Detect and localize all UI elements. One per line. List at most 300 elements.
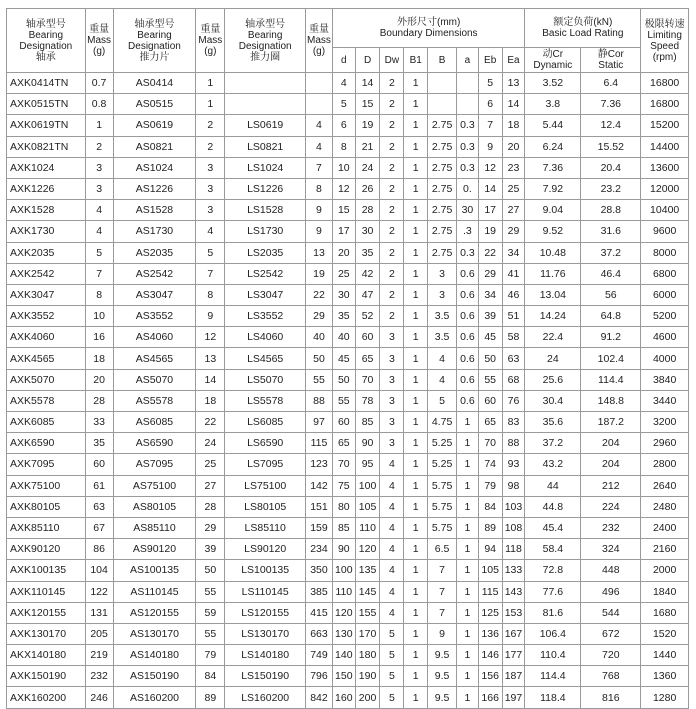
table-row: [7, 242, 689, 263]
cell-washer-designation: AS2035: [113, 242, 196, 263]
cell-D: 78: [355, 390, 380, 411]
cell-Eb: 105: [478, 560, 502, 581]
cell-bearing-mass: 131: [85, 602, 113, 623]
cell-B: 9.5: [428, 645, 457, 666]
cell-washer-designation: AS1226: [113, 178, 196, 199]
cell-ring-mass: 50: [306, 348, 333, 369]
cell-washer-designation: AS3047: [113, 284, 196, 305]
cell-dynamic-load: 7.92: [525, 178, 581, 199]
cell-a: 0.3: [457, 157, 479, 178]
cell-Eb: 74: [478, 454, 502, 475]
cell-static-load: 64.8: [581, 306, 641, 327]
cell-bearing-designation: AXK110145: [7, 581, 86, 602]
col-header-a: a: [457, 48, 479, 73]
cell-Eb: 156: [478, 666, 502, 687]
cell-dynamic-load: 3.8: [525, 94, 581, 115]
cell-a: 0.6: [457, 284, 479, 305]
cell-bearing-mass: 67: [85, 517, 113, 538]
cell-ring-mass: 385: [306, 581, 333, 602]
cell-d: 6: [332, 115, 355, 136]
cell-static-load: 46.4: [581, 263, 641, 284]
cell-ring-designation: LS1528: [225, 200, 306, 221]
cell-d: 85: [332, 517, 355, 538]
cell-bearing-mass: 35: [85, 433, 113, 454]
cell-limiting-speed: 2640: [641, 475, 689, 496]
cell-D: 30: [355, 221, 380, 242]
cell-washer-mass: 50: [196, 560, 225, 581]
cell-a: 0.3: [457, 136, 479, 157]
cell-bearing-designation: AXK160200: [7, 687, 86, 708]
cell-dynamic-load: 45.4: [525, 517, 581, 538]
cell-washer-mass: 59: [196, 602, 225, 623]
cell-ring-designation: LS1730: [225, 221, 306, 242]
table-body: [7, 73, 689, 709]
cell-a: 1: [457, 581, 479, 602]
cell-static-load: 31.6: [581, 221, 641, 242]
cell-D: 200: [355, 687, 380, 708]
cell-B1: 1: [404, 645, 428, 666]
cell-d: 50: [332, 369, 355, 390]
cell-a: 0.6: [457, 348, 479, 369]
cell-limiting-speed: 13600: [641, 157, 689, 178]
cell-limiting-speed: 1440: [641, 645, 689, 666]
cell-bearing-designation: AXK6085: [7, 412, 86, 433]
cell-B1: 1: [404, 581, 428, 602]
cell-Eb: 5: [478, 73, 502, 94]
cell-B1: 1: [404, 623, 428, 644]
cell-D: 42: [355, 263, 380, 284]
cell-D: 14: [355, 73, 380, 94]
cell-washer-mass: 27: [196, 475, 225, 496]
cell-dynamic-load: 11.76: [525, 263, 581, 284]
cell-ring-designation: LS0619: [225, 115, 306, 136]
cell-washer-designation: AS75100: [113, 475, 196, 496]
cell-ring-mass: 97: [306, 412, 333, 433]
cell-B: 3.5: [428, 306, 457, 327]
cell-washer-designation: AS7095: [113, 454, 196, 475]
table-row: [7, 539, 689, 560]
cell-B1: 1: [404, 327, 428, 348]
cell-limiting-speed: 6000: [641, 284, 689, 305]
cell-Ea: 187: [502, 666, 525, 687]
cell-ring-designation: [225, 73, 306, 94]
cell-Dw: 2: [380, 263, 404, 284]
cell-Dw: 2: [380, 221, 404, 242]
cell-ring-mass: 663: [306, 623, 333, 644]
cell-dynamic-load: 110.4: [525, 645, 581, 666]
col-header-thrust-washer: 轴承型号 Bearing Designation 推力片: [113, 9, 196, 73]
cell-d: 90: [332, 539, 355, 560]
cell-Eb: 45: [478, 327, 502, 348]
table-row: [7, 327, 689, 348]
cell-D: 110: [355, 517, 380, 538]
cell-Ea: 103: [502, 496, 525, 517]
cell-bearing-mass: 60: [85, 454, 113, 475]
cell-bearing-mass: 4: [85, 200, 113, 221]
cell-Dw: 5: [380, 645, 404, 666]
cell-bearing-mass: 28: [85, 390, 113, 411]
cell-bearing-designation: AKX140180: [7, 645, 86, 666]
cell-d: 110: [332, 581, 355, 602]
cell-Ea: 133: [502, 560, 525, 581]
cell-bearing-designation: AXK120155: [7, 602, 86, 623]
cell-dynamic-load: 106.4: [525, 623, 581, 644]
cell-ring-mass: 4: [306, 136, 333, 157]
cell-Eb: 39: [478, 306, 502, 327]
cell-Ea: 20: [502, 136, 525, 157]
table-row: [7, 178, 689, 199]
cell-washer-designation: AS0821: [113, 136, 196, 157]
cell-bearing-designation: AXK3552: [7, 306, 86, 327]
cell-Dw: 3: [380, 412, 404, 433]
table-row: [7, 369, 689, 390]
cell-Ea: 108: [502, 517, 525, 538]
cell-dynamic-load: 114.4: [525, 666, 581, 687]
cell-d: 150: [332, 666, 355, 687]
cell-limiting-speed: 2160: [641, 539, 689, 560]
cell-static-load: 720: [581, 645, 641, 666]
cell-washer-mass: 2: [196, 115, 225, 136]
cell-Dw: 2: [380, 115, 404, 136]
cell-ring-mass: 88: [306, 390, 333, 411]
cell-B1: 1: [404, 433, 428, 454]
cell-Dw: 2: [380, 284, 404, 305]
cell-limiting-speed: 1360: [641, 666, 689, 687]
cell-static-load: 448: [581, 560, 641, 581]
cell-B1: 1: [404, 517, 428, 538]
cell-bearing-mass: 0.7: [85, 73, 113, 94]
cell-washer-mass: 2: [196, 136, 225, 157]
cell-limiting-speed: 4600: [641, 327, 689, 348]
cell-bearing-designation: AXK0821TN: [7, 136, 86, 157]
cell-limiting-speed: 1680: [641, 602, 689, 623]
cell-bearing-mass: 232: [85, 666, 113, 687]
cell-Dw: 2: [380, 94, 404, 115]
cell-limiting-speed: 3840: [641, 369, 689, 390]
cell-d: 15: [332, 200, 355, 221]
cell-washer-mass: 7: [196, 263, 225, 284]
table-row: [7, 136, 689, 157]
cell-limiting-speed: 3200: [641, 412, 689, 433]
cell-a: [457, 73, 479, 94]
cell-bearing-mass: 8: [85, 284, 113, 305]
cell-bearing-designation: AXK130170: [7, 623, 86, 644]
cell-B: 5.75: [428, 475, 457, 496]
cell-bearing-mass: 61: [85, 475, 113, 496]
cell-a: 0.: [457, 178, 479, 199]
cell-limiting-speed: 15200: [641, 115, 689, 136]
cell-Ea: 27: [502, 200, 525, 221]
cell-B1: 1: [404, 263, 428, 284]
table-row: [7, 306, 689, 327]
cell-d: 20: [332, 242, 355, 263]
cell-dynamic-load: 25.6: [525, 369, 581, 390]
cell-a: .3: [457, 221, 479, 242]
cell-limiting-speed: 16800: [641, 73, 689, 94]
cell-washer-designation: AS1528: [113, 200, 196, 221]
cell-D: 65: [355, 348, 380, 369]
col-header-static: 静Cor Static: [581, 48, 641, 73]
cell-B: 5.25: [428, 454, 457, 475]
cell-Ea: 93: [502, 454, 525, 475]
cell-d: 10: [332, 157, 355, 178]
cell-dynamic-load: 9.04: [525, 200, 581, 221]
cell-limiting-speed: 1280: [641, 687, 689, 708]
cell-ring-designation: LS1024: [225, 157, 306, 178]
cell-Eb: 19: [478, 221, 502, 242]
cell-static-load: 28.8: [581, 200, 641, 221]
cell-ring-designation: LS4060: [225, 327, 306, 348]
cell-D: 24: [355, 157, 380, 178]
cell-B: 2.75: [428, 157, 457, 178]
cell-dynamic-load: 7.36: [525, 157, 581, 178]
cell-Ea: 29: [502, 221, 525, 242]
cell-Eb: 7: [478, 115, 502, 136]
cell-B1: 1: [404, 602, 428, 623]
cell-d: 25: [332, 263, 355, 284]
cell-B: 2.75: [428, 178, 457, 199]
cell-ring-mass: 749: [306, 645, 333, 666]
cell-B: [428, 73, 457, 94]
cell-a: 1: [457, 496, 479, 517]
cell-static-load: 20.4: [581, 157, 641, 178]
cell-B: [428, 94, 457, 115]
cell-ring-mass: 7: [306, 157, 333, 178]
cell-B: 7: [428, 602, 457, 623]
cell-a: 1: [457, 454, 479, 475]
cell-static-load: 7.36: [581, 94, 641, 115]
cell-Dw: 3: [380, 390, 404, 411]
cell-d: 70: [332, 454, 355, 475]
cell-B: 2.75: [428, 115, 457, 136]
cell-B1: 1: [404, 666, 428, 687]
cell-ring-designation: LS110145: [225, 581, 306, 602]
cell-ring-designation: LS6085: [225, 412, 306, 433]
cell-Dw: 5: [380, 623, 404, 644]
cell-D: 26: [355, 178, 380, 199]
cell-dynamic-load: 22.4: [525, 327, 581, 348]
cell-washer-mass: 8: [196, 284, 225, 305]
cell-B: 9.5: [428, 666, 457, 687]
cell-washer-mass: 5: [196, 242, 225, 263]
col-header-Eb: Eb: [478, 48, 502, 73]
cell-Eb: 34: [478, 284, 502, 305]
col-header-basic-load-rating: 额定负荷(kN) Basic Load Rating: [525, 9, 641, 48]
cell-B1: 1: [404, 348, 428, 369]
cell-D: 145: [355, 581, 380, 602]
table-row: [7, 666, 689, 687]
cell-ring-mass: 22: [306, 284, 333, 305]
cell-ring-designation: LS4565: [225, 348, 306, 369]
cell-ring-designation: LS130170: [225, 623, 306, 644]
cell-dynamic-load: 6.24: [525, 136, 581, 157]
cell-bearing-designation: AXK0414TN: [7, 73, 86, 94]
table-row: [7, 94, 689, 115]
cell-D: 47: [355, 284, 380, 305]
cell-ring-designation: LS2035: [225, 242, 306, 263]
cell-Eb: 22: [478, 242, 502, 263]
cell-a: 0.3: [457, 242, 479, 263]
cell-B: 3: [428, 284, 457, 305]
cell-static-load: 204: [581, 454, 641, 475]
cell-dynamic-load: 118.4: [525, 687, 581, 708]
cell-ring-mass: 796: [306, 666, 333, 687]
cell-static-load: 102.4: [581, 348, 641, 369]
cell-static-load: 496: [581, 581, 641, 602]
cell-dynamic-load: 37.2: [525, 433, 581, 454]
cell-d: 40: [332, 327, 355, 348]
col-header-d: d: [332, 48, 355, 73]
cell-limiting-speed: 6800: [641, 263, 689, 284]
cell-ring-mass: 151: [306, 496, 333, 517]
cell-a: 1: [457, 433, 479, 454]
cell-limiting-speed: 3440: [641, 390, 689, 411]
cell-Ea: 18: [502, 115, 525, 136]
cell-B1: 1: [404, 390, 428, 411]
cell-Eb: 136: [478, 623, 502, 644]
cell-Dw: 2: [380, 178, 404, 199]
cell-ring-mass: 159: [306, 517, 333, 538]
cell-ring-mass: 123: [306, 454, 333, 475]
cell-d: 160: [332, 687, 355, 708]
cell-Dw: 4: [380, 475, 404, 496]
col-header-mass-washer: 重量 Mass (g): [196, 9, 225, 73]
cell-B1: 1: [404, 284, 428, 305]
cell-d: 5: [332, 94, 355, 115]
cell-limiting-speed: 2800: [641, 454, 689, 475]
cell-washer-designation: AS3552: [113, 306, 196, 327]
cell-Ea: 167: [502, 623, 525, 644]
cell-ring-mass: 9: [306, 221, 333, 242]
col-header-mass-ring: 重量 Mass (g): [306, 9, 333, 73]
cell-B1: 1: [404, 136, 428, 157]
cell-Dw: 3: [380, 369, 404, 390]
cell-washer-mass: 3: [196, 178, 225, 199]
cell-dynamic-load: 5.44: [525, 115, 581, 136]
cell-Dw: 2: [380, 157, 404, 178]
cell-Dw: 4: [380, 602, 404, 623]
cell-Ea: 153: [502, 602, 525, 623]
cell-B1: 1: [404, 687, 428, 708]
col-header-dynamic: 动Cr Dynamic: [525, 48, 581, 73]
cell-ring-designation: LS150190: [225, 666, 306, 687]
cell-a: 0.6: [457, 369, 479, 390]
col-header-thrust-ring: 轴承型号 Bearing Designation 推力圈: [225, 9, 306, 73]
cell-washer-mass: 22: [196, 412, 225, 433]
cell-bearing-designation: AXK2035: [7, 242, 86, 263]
cell-B1: 1: [404, 242, 428, 263]
cell-washer-mass: 84: [196, 666, 225, 687]
cell-limiting-speed: 1840: [641, 581, 689, 602]
cell-B1: 1: [404, 560, 428, 581]
cell-a: 30: [457, 200, 479, 221]
cell-B: 6.5: [428, 539, 457, 560]
cell-Dw: 5: [380, 666, 404, 687]
cell-Ea: 25: [502, 178, 525, 199]
cell-D: 180: [355, 645, 380, 666]
cell-dynamic-load: 77.6: [525, 581, 581, 602]
cell-washer-mass: 4: [196, 221, 225, 242]
cell-washer-mass: 89: [196, 687, 225, 708]
cell-Eb: 89: [478, 517, 502, 538]
cell-washer-mass: 14: [196, 369, 225, 390]
cell-bearing-mass: 63: [85, 496, 113, 517]
cell-bearing-mass: 122: [85, 581, 113, 602]
cell-washer-mass: 28: [196, 496, 225, 517]
cell-Ea: 88: [502, 433, 525, 454]
cell-ring-mass: 19: [306, 263, 333, 284]
cell-d: 35: [332, 306, 355, 327]
cell-d: 60: [332, 412, 355, 433]
cell-washer-designation: AS0515: [113, 94, 196, 115]
cell-Dw: 2: [380, 136, 404, 157]
cell-ring-designation: LS1226: [225, 178, 306, 199]
table-row: [7, 475, 689, 496]
cell-D: 21: [355, 136, 380, 157]
cell-Dw: 4: [380, 581, 404, 602]
cell-a: 1: [457, 602, 479, 623]
cell-washer-mass: 9: [196, 306, 225, 327]
cell-D: 28: [355, 200, 380, 221]
cell-bearing-mass: 3: [85, 157, 113, 178]
cell-Dw: 4: [380, 517, 404, 538]
cell-limiting-speed: 10400: [641, 200, 689, 221]
cell-bearing-designation: AXK5578: [7, 390, 86, 411]
cell-d: 100: [332, 560, 355, 581]
cell-B: 9.5: [428, 687, 457, 708]
cell-static-load: 816: [581, 687, 641, 708]
cell-d: 45: [332, 348, 355, 369]
table-row: [7, 687, 689, 708]
cell-Ea: 46: [502, 284, 525, 305]
cell-dynamic-load: 13.04: [525, 284, 581, 305]
cell-ring-mass: 234: [306, 539, 333, 560]
cell-ring-mass: 350: [306, 560, 333, 581]
cell-washer-mass: 25: [196, 454, 225, 475]
cell-D: 155: [355, 602, 380, 623]
cell-bearing-mass: 3: [85, 178, 113, 199]
cell-B1: 1: [404, 475, 428, 496]
cell-B: 2.75: [428, 221, 457, 242]
cell-Dw: 3: [380, 433, 404, 454]
cell-B1: 1: [404, 73, 428, 94]
cell-d: 75: [332, 475, 355, 496]
cell-ring-mass: 9: [306, 200, 333, 221]
cell-Dw: 5: [380, 687, 404, 708]
cell-Ea: 76: [502, 390, 525, 411]
col-header-Ea: Ea: [502, 48, 525, 73]
cell-D: 190: [355, 666, 380, 687]
cell-B: 7: [428, 581, 457, 602]
cell-washer-designation: AS1730: [113, 221, 196, 242]
cell-Eb: 60: [478, 390, 502, 411]
cell-D: 105: [355, 496, 380, 517]
cell-static-load: 12.4: [581, 115, 641, 136]
cell-ring-mass: 842: [306, 687, 333, 708]
col-header-bearing-designation: 轴承型号 Bearing Designation 轴承: [7, 9, 86, 73]
cell-Eb: 146: [478, 645, 502, 666]
cell-washer-designation: AS4565: [113, 348, 196, 369]
cell-ring-designation: LS3552: [225, 306, 306, 327]
cell-bearing-mass: 205: [85, 623, 113, 644]
cell-ring-designation: LS140180: [225, 645, 306, 666]
cell-B1: 1: [404, 496, 428, 517]
cell-washer-designation: AS1024: [113, 157, 196, 178]
cell-d: 140: [332, 645, 355, 666]
cell-bearing-mass: 18: [85, 348, 113, 369]
cell-Ea: 68: [502, 369, 525, 390]
cell-washer-designation: AS6590: [113, 433, 196, 454]
